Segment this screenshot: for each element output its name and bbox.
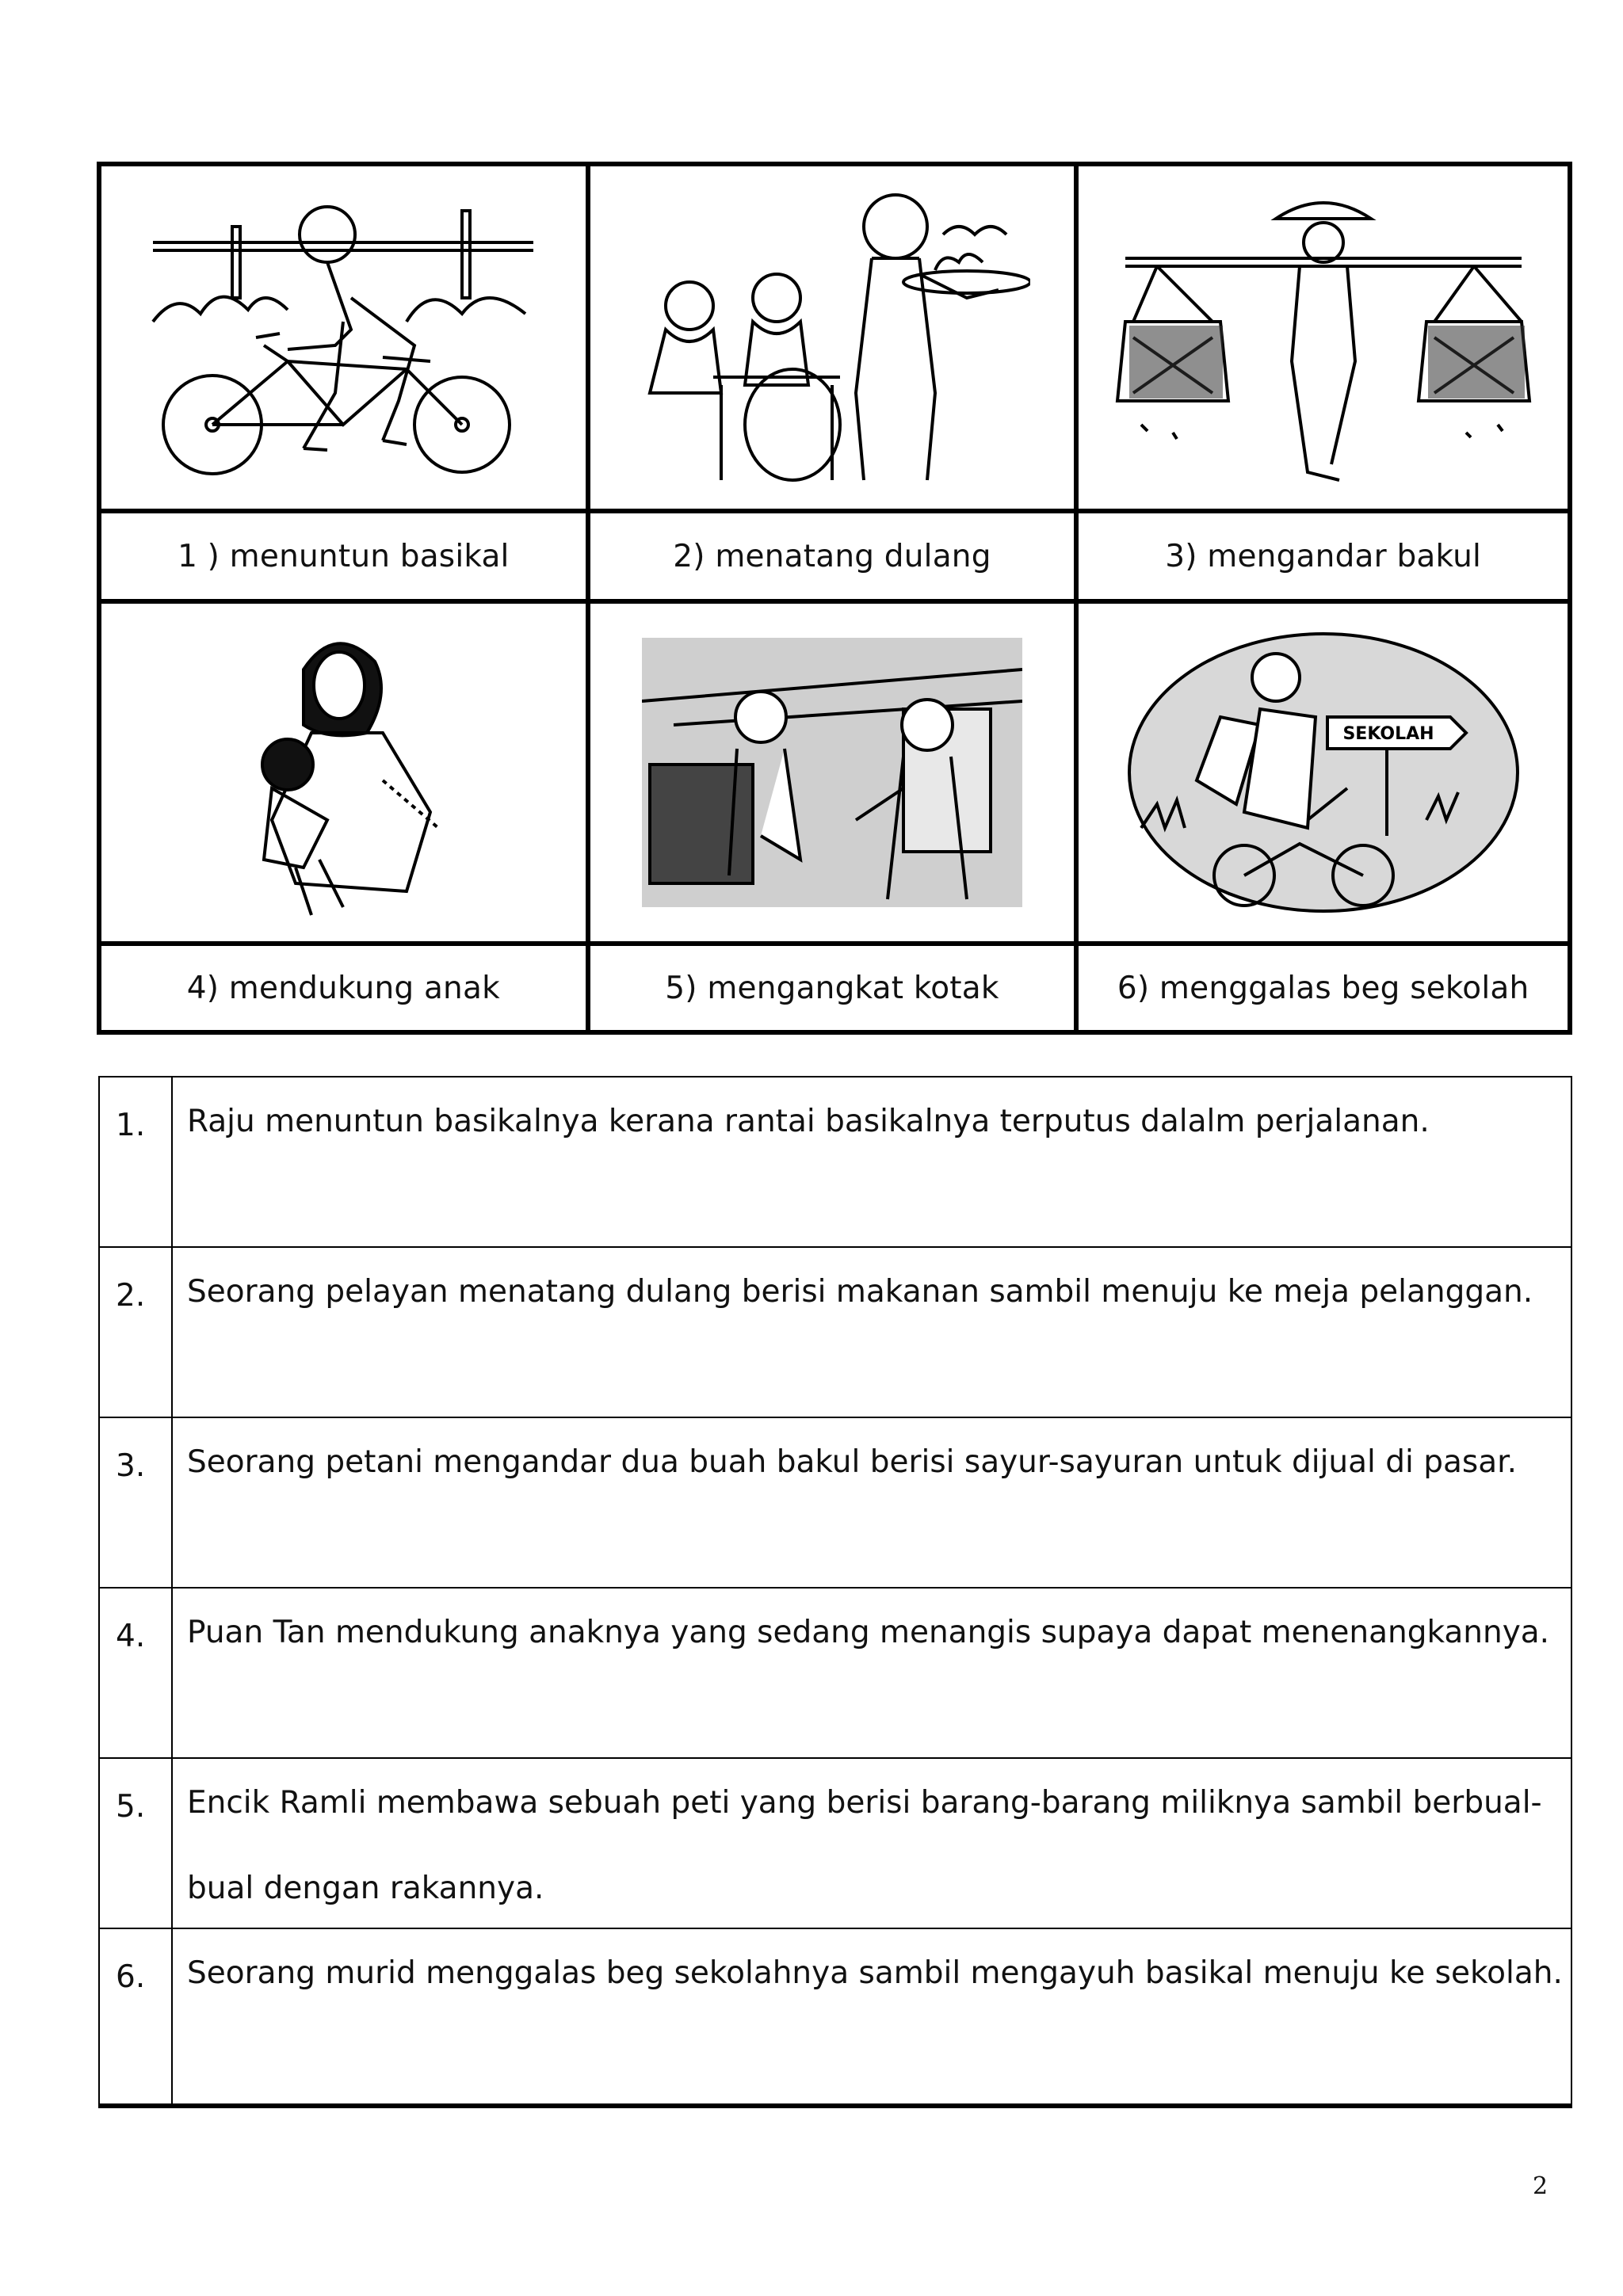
row-number: 3. <box>100 1418 173 1587</box>
sentence-text: Seorang pelayan menatang dulang berisi makanan sambil menuju ke meja pelanggan. <box>187 1274 1533 1310</box>
caption-cell-6 <box>1079 946 1568 1030</box>
sentence-text: Seorang murid menggalas beg sekolahnya sambil mengayuh basikal menuju ke sekolah. <box>187 1955 1563 1991</box>
sentence-text: Puan Tan mendukung anaknya yang sedang menangis supaya dapat menenangkannya. <box>187 1615 1550 1650</box>
caption-2: 2) menatang dulang <box>673 538 991 574</box>
row-number: 5. <box>100 1759 173 1928</box>
sentence-text: Raju menuntun basikalnya kerana rantai basikalnya terputus dalalm perjalanan. <box>187 1104 1430 1139</box>
picture-cell-3 <box>1079 166 1568 513</box>
caption-3: 3) mengandar bakul <box>1165 538 1482 574</box>
mother-carrying-child-illustration <box>224 622 462 923</box>
picture-grid <box>97 162 1572 1035</box>
sentence-text: Seorang petani mengandar dua buah bakul berisi sayur-sayuran untuk dijual di pasar. <box>187 1444 1517 1480</box>
row-number: 6. <box>100 1929 173 2103</box>
caption-cell-2 <box>590 513 1079 604</box>
picture-cell-1 <box>101 166 590 513</box>
caption-cell-3 <box>1079 513 1568 604</box>
picture-cell-5 <box>590 604 1079 946</box>
farmer-carrying-baskets-illustration <box>1109 179 1537 496</box>
picture-cell-4 <box>101 604 590 946</box>
student-backpack-cycling-illustration <box>1125 630 1522 915</box>
table-row <box>100 1929 1571 2103</box>
row-number: 2. <box>100 1248 173 1417</box>
caption-4: 4) mendukung anak <box>186 970 500 1006</box>
sentence-text: Encik Ramli membawa sebuah peti yang berisi barang-barang miliknya sambil berbual-bual dengan rakannya. <box>187 1785 1542 1906</box>
caption-1: 1 ) menuntun basikal <box>178 538 510 574</box>
caption-cell-4 <box>101 946 590 1030</box>
boy-pushing-bicycle-illustration <box>145 187 541 488</box>
caption-cell-1 <box>101 513 590 604</box>
page-number: 2 <box>1533 2172 1549 2200</box>
picture-cell-6 <box>1079 604 1568 946</box>
row-number: 1. <box>100 1077 173 1246</box>
row-number: 4. <box>100 1589 173 1757</box>
caption-5: 5) mengangkat kotak <box>665 970 999 1006</box>
school-sign-text: SEKOLAH <box>1342 724 1434 744</box>
man-lifting-box-illustration <box>642 638 1022 907</box>
caption-6: 6) menggalas beg sekolah <box>1117 970 1529 1006</box>
picture-cell-2 <box>590 166 1079 513</box>
waiter-carrying-tray-illustration <box>634 187 1030 488</box>
sentence-table <box>98 1076 1572 2108</box>
caption-cell-5 <box>590 946 1079 1030</box>
